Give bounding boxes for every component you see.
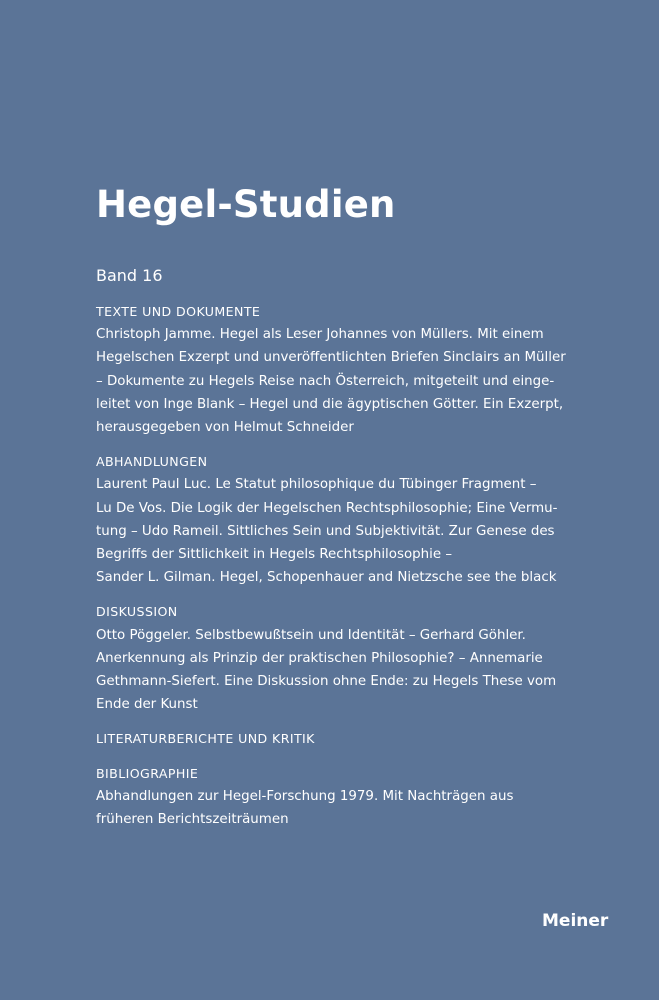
section-line: leitet von Inge Blank – Hegel und die ägyptischen Götter. Ein Exzerpt, xyxy=(96,396,564,412)
section-line: tung – Udo Rameil. Sittliches Sein und Subjektivität. Zur Genese des xyxy=(96,523,555,539)
section-abhandlungen xyxy=(96,450,566,589)
section-line: – Dokumente zu Hegels Reise nach Österreich, mitgeteilt und einge- xyxy=(96,373,555,389)
book-title: Hegel-Studien xyxy=(96,183,396,226)
section-heading: TEXTE UND DOKUMENTE xyxy=(96,304,261,319)
section-line: Otto Pöggeler. Selbstbewußtsein und Identität – Gerhard Göhler. xyxy=(96,627,526,643)
volume-number: Band 16 xyxy=(96,266,163,285)
section-line: Ende der Kunst xyxy=(96,697,198,713)
publisher-name: Meiner xyxy=(542,911,609,931)
section-line: Laurent Paul Luc. Le Statut philosophique du Tübinger Fragment – xyxy=(96,477,537,493)
section-diskussion xyxy=(96,600,566,716)
section-line: Lu De Vos. Die Logik der Hegelschen Rechtsphilosophie; Eine Vermu- xyxy=(96,500,558,516)
section-texte-und-dokumente xyxy=(96,300,566,439)
section-literaturberichte-und-kritik xyxy=(96,727,566,750)
section-line: herausgegeben von Helmut Schneider xyxy=(96,420,354,436)
section-bibliographie xyxy=(96,762,566,832)
section-line: Sander L. Gilman. Hegel, Schopenhauer and Nietzsche see the black xyxy=(96,570,557,586)
section-heading: ABHANDLUNGEN xyxy=(96,454,208,470)
section-line: früheren Berichtszeiträumen xyxy=(96,812,289,828)
section-line: Hegelschen Exzerpt und unveröffentlichten Briefen Sinclairs an Müller xyxy=(96,350,566,366)
table-of-contents xyxy=(96,300,566,842)
section-line: Gethmann-Siefert. Eine Diskussion ohne Ende: zu Hegels These vom xyxy=(96,674,557,690)
section-heading: LITERATURBERICHTE UND KRITIK xyxy=(96,731,315,747)
section-line: Anerkennung als Prinzip der praktischen Philosophie? – Annemarie xyxy=(96,650,543,666)
section-line: Christoph Jamme. Hegel als Leser Johannes von Müllers. Mit einem xyxy=(96,327,544,343)
section-line: Abhandlungen zur Hegel-Forschung 1979. Mit Nachträgen aus xyxy=(96,788,514,804)
section-heading: BIBLIOGRAPHIE xyxy=(96,765,199,781)
section-line: Begriffs der Sittlichkeit in Hegels Rechtsphilosophie – xyxy=(96,547,453,563)
section-heading: DISKUSSION xyxy=(96,604,178,620)
